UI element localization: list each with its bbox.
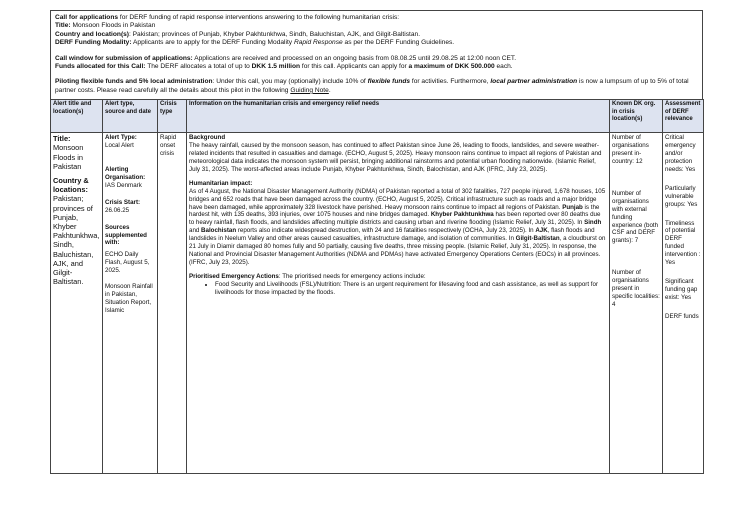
title-line xyxy=(55,22,698,30)
alert-type-label: Alert Type: xyxy=(105,134,137,142)
actions-list xyxy=(189,281,607,297)
background-title: Background xyxy=(189,134,226,142)
pilot-end: . xyxy=(328,86,331,94)
impact-part: reports also indicate widespread destruction, with 24 and 16 fatalities respectively (OCHA, July 23, 2025). In xyxy=(236,227,536,235)
alert-title-cell xyxy=(51,133,103,474)
pilot-text-3: is now a lumpsum of up to 5% of total partner costs. Please read carefully all the details about this pilot in the following xyxy=(55,78,689,94)
region-punjab: Punjab xyxy=(562,203,583,211)
assessment-cell xyxy=(663,133,704,474)
header-crisis-type: Crisis type xyxy=(158,100,187,133)
assessment-critical-needs: Critical emergency and/or protection needs: Yes xyxy=(665,134,696,173)
impact-part: , flash floods and landslides in Neelum Valley and other areas caused casualties, infrastructure damage, and isolation of communities. In xyxy=(189,227,595,243)
header-known-dk-org: Known DK org. in crisis location(s) xyxy=(610,100,663,133)
country-locations-label: Country & locations: xyxy=(53,176,89,195)
funds-label: Funds allocated for this Call: xyxy=(55,63,146,71)
funds-max: a maximum of DKK 500.000 xyxy=(408,63,495,71)
funds-text-2: for this call. Applicants can apply for xyxy=(300,63,409,71)
actions-title: Prioritised Emergency Actions xyxy=(189,272,279,280)
org-count-localities: Number of organisations present in specific localities: 4 xyxy=(612,269,660,308)
region-khyber-pakhtunkhwa: Khyber Pakhtunkhwa xyxy=(430,211,494,219)
country-label: Country and location(s) xyxy=(55,30,129,38)
assessment-funding-gap: Significant funding gap exist: Yes xyxy=(665,277,698,301)
window-text: Applications are received and processed on an ongoing basis from 08.08.25 until 29.08.25 at 12:00 noon CET. xyxy=(192,54,517,62)
information-cell xyxy=(187,133,610,474)
call-text: for DERF funding of rapid response interventions answering to the following humanitarian crisis: xyxy=(118,14,400,21)
assessment-vulnerable-groups: Particularly vulnerable groups: Yes xyxy=(665,184,698,208)
impact-text xyxy=(189,188,607,267)
title-label: Title: xyxy=(55,22,71,30)
guiding-note-link[interactable]: Guiding Note xyxy=(290,86,329,94)
region-balochistan: Balochistan xyxy=(201,227,237,235)
alert-title-label: Title: xyxy=(53,134,71,144)
source-islamic-relief: Monsoon Rainfall in Pakistan, Situation Report, Islamic xyxy=(105,283,153,314)
impact-part: has been reported over 80 deaths due to heavy rainfall, flash floods, and landslides affecting multiple districts and causing urban and riverine flooding (Islamic Relief, July 31, 2025). In xyxy=(189,211,601,227)
modality-line xyxy=(55,39,698,47)
call-document xyxy=(50,10,703,474)
region-gilgit-baltistan: Gilgit-Baltistan xyxy=(515,235,560,243)
window-line xyxy=(55,55,698,63)
funds-amount: DKK 1.5 million xyxy=(251,63,301,71)
impact-part: , a cloudburst on 21 July in Diamir damaged 80 homes fully and 50 partially, causing five deaths, three missing people. (Islamic Relief, July 31, 2025). In response, the National and Provincial Disaster Management Authorities (NDMA and PDMAs) have activated Emergency Operations Centers (EOCs) in all provinces. (IFRC, July 23, 2025). xyxy=(189,235,606,266)
impact-part: and xyxy=(189,227,202,235)
modality-em: Rapid Response xyxy=(293,39,343,47)
header-assessment: Assessment of DERF relevance xyxy=(663,100,704,133)
funds-text: The DERF allocates a total of up to xyxy=(145,63,252,71)
sources-label: Sources supplemented with: xyxy=(105,223,147,247)
pilot-paragraph xyxy=(55,78,698,95)
alerting-org-label: Alerting Organisation: xyxy=(105,166,146,181)
pilot-em-2: local partner administration xyxy=(490,78,578,86)
funds-text-3: each. xyxy=(494,63,513,71)
pilot-em-1: flexible funds xyxy=(367,78,411,86)
alert-table xyxy=(50,99,704,474)
assessment-timeliness: Timeliness of potential DERF funded intervention : Yes xyxy=(665,219,701,267)
assessment-derf-funds: DERF funds xyxy=(665,312,699,320)
window-label: Call window for submission of applications: xyxy=(55,54,193,62)
country-value: : Pakistan; provinces of Punjab, Khyber Pakhtunkhwa, Sindh, Baluchistan, AJK, and Gilgit-Baltistan. xyxy=(129,30,421,38)
modality-tail: as per the DERF Funding Guidelines. xyxy=(342,39,455,47)
header-alert-type: Alert type, source and date xyxy=(103,100,158,133)
call-label: Call for applications xyxy=(55,14,119,21)
header-information: Information on the humanitarian crisis and emergency relief needs xyxy=(187,100,610,133)
region-ajk: AJK xyxy=(535,227,548,235)
pilot-label: Piloting flexible funds and 5% local administration xyxy=(55,78,213,86)
pilot-text: : Under this call, you may (optionally) include 10% of xyxy=(212,78,368,86)
source-echo: ECHO Daily Flash, August 5, 2025. xyxy=(105,251,150,275)
org-count-in-country: Number of organisations present in-country: 12 xyxy=(612,134,649,165)
header-alert-title: Alert title and location(s) xyxy=(51,100,103,133)
actions-heading xyxy=(189,273,607,281)
region-sindh: Sindh xyxy=(584,219,602,227)
list-item: • Food Security and Livelihoods (FSL)/Nutrition: There is an urgent requirement for lifesaving food and cash assistance, as well as support for livelihoods for those impacted by the floods. xyxy=(215,281,607,297)
actions-intro: : The prioritised needs for emergency actions include: xyxy=(278,272,426,280)
pilot-text-2: for activities. Furthermore, xyxy=(410,78,491,86)
crisis-start-value: 26.06.25 xyxy=(105,206,130,214)
call-line xyxy=(55,14,698,22)
funds-line xyxy=(55,63,698,71)
modality-text: Applicants are to apply for the DERF Funding Modality xyxy=(131,39,294,47)
table-row xyxy=(51,133,704,474)
alert-title-value: Monsoon Floods in Pakistan xyxy=(53,143,84,171)
modality-label: DERF Funding Modality: xyxy=(55,39,132,47)
country-line xyxy=(55,31,698,39)
impact-part: is the hardest hit, with 135 deaths, 393 injuries, over 1075 houses and nine bridges damaged. xyxy=(189,203,600,219)
impact-title: Humanitarian impact: xyxy=(189,179,253,187)
crisis-start-label: Crisis Start: xyxy=(105,198,141,206)
known-dk-org-cell xyxy=(610,133,663,474)
crisis-type-cell: Rapid onset crisis xyxy=(158,133,187,474)
org-count-external-funding: Number of organisations with external funding experience (both CSF and DERF grants): 7 xyxy=(612,189,659,245)
background-text: The heavy rainfall, caused by the monsoon season, has continued to affect Pakistan since June 26, leading to floods, landslides, and severe weather-related incidents that resulted in casualties and damage. (ECHO, August 5, 2025). Heavy monsoon rains continue to impact all regions of Pakistan and meteorological data indicates the monsoon system will persist, bringing additional rainstorms and potential urban flooding nationwide. (Islamic Relief, July 31, 2025). The worst-affected areas include Punjab, Khyber Pakhtunkhwa, Sindh, Balochistan, and AJK (IFRC, July 23, 2025). xyxy=(189,142,602,173)
alert-type-value: Local Alert xyxy=(105,142,134,150)
title-value: Monsoon Floods in Pakistan xyxy=(70,22,156,30)
impact-part: As of 4 August, the National Disaster Management Authority (NDMA) of Pakistan reported a total of 302 fatalities, 727 people injured, 1,678 houses, 105 bridges and 652 roads that have been damaged across the country. (ECHO, August 5, 2025). Critical infrastructure such as roads and a major bridge have been damaged, while approximately 328 livestock have perished. Heavy monsoon rains continue to impact all regions of Pakistan. xyxy=(189,187,606,211)
alerting-org-value: IAS Denmark xyxy=(105,181,142,189)
country-locations-value: Pakistan; provinces of Punjab, Khyber Pakhtunkhwa, Sindh, Baluchistan, AJK, and Gilgit-Baltistan. xyxy=(53,194,100,287)
table-header-row xyxy=(51,100,704,133)
alert-type-cell xyxy=(103,133,158,474)
call-header-box xyxy=(50,10,703,99)
